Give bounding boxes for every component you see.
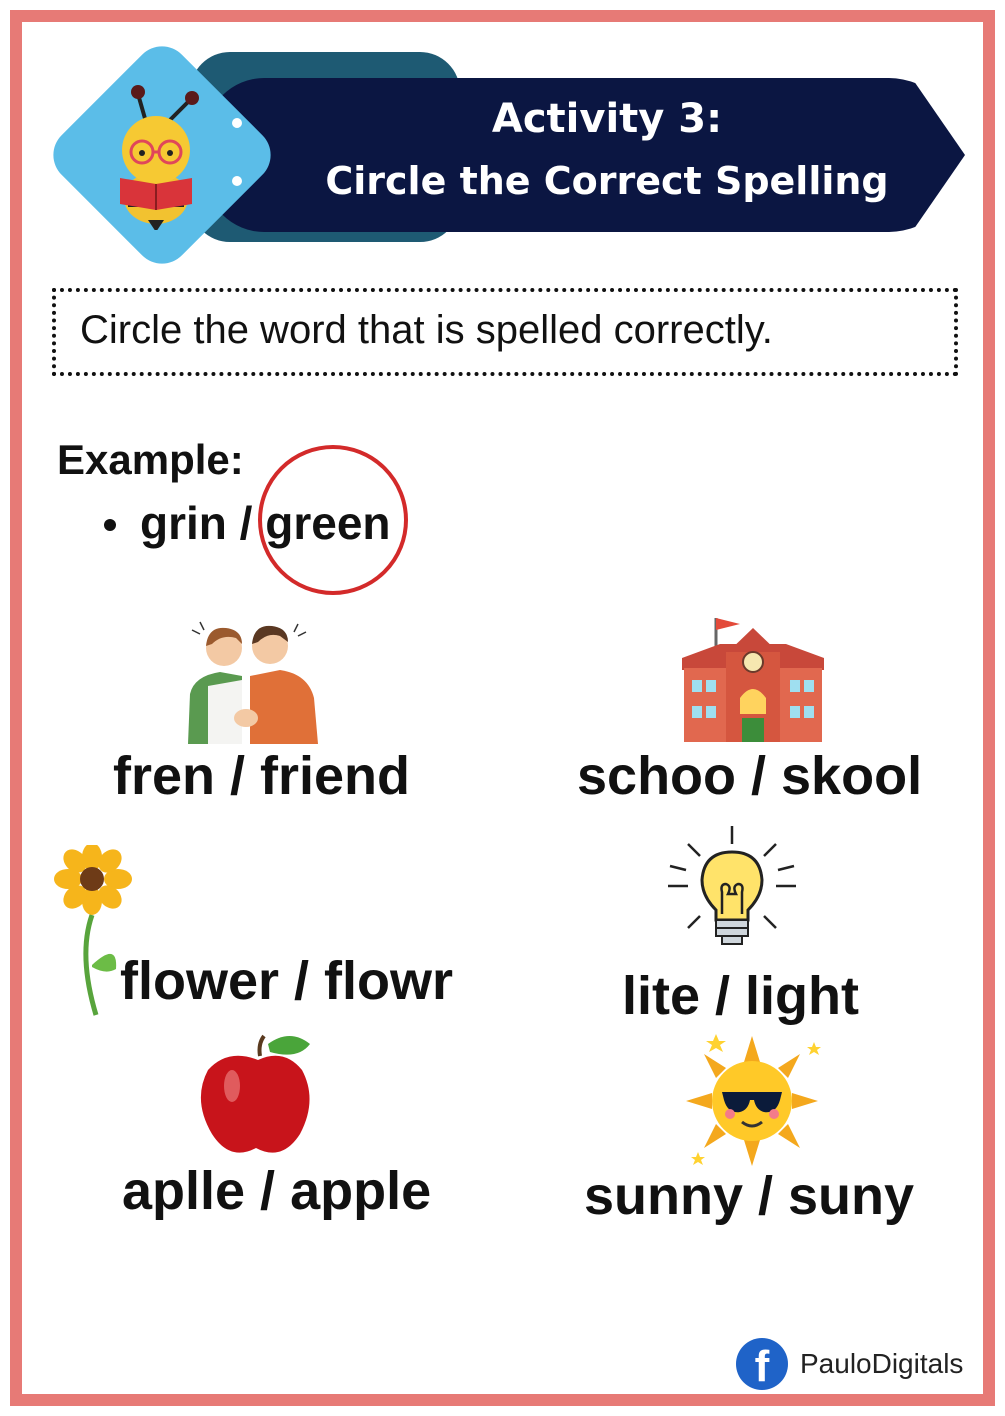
title-line-1: Activity 3:: [491, 96, 723, 142]
word-pair-5: aplle / apple: [122, 1161, 432, 1221]
word-pair-6: sunny / suny: [584, 1166, 915, 1226]
sun-icon: [680, 1034, 825, 1168]
brand-name: PauloDigitals: [800, 1348, 964, 1379]
decor-dot: [232, 176, 242, 186]
apple-icon: [198, 1030, 318, 1158]
example-circle: [258, 445, 408, 595]
friends-icon: [180, 614, 325, 744]
facebook-icon: f: [736, 1338, 788, 1390]
word-pair-3: flower / flowr: [120, 951, 454, 1011]
bee-reading-icon: [98, 80, 218, 230]
lightbulb-icon: [664, 822, 800, 952]
bullet-dot: [104, 519, 116, 531]
school-icon: [680, 614, 826, 744]
example-wrong-word: grin /: [140, 497, 266, 549]
brand-footer: [736, 1338, 963, 1390]
title-line-2: Circle the Correct Spelling: [325, 159, 889, 203]
word-pair-2: schoo / skool: [577, 746, 923, 806]
instruction-text: Circle the word that is spelled correctly.: [80, 308, 773, 352]
example-correct-word: green: [265, 497, 391, 549]
word-pair-4: lite / light: [622, 966, 859, 1026]
page-title: [262, 88, 952, 212]
decor-dot: [232, 118, 242, 128]
word-pair-1: fren / friend: [113, 746, 411, 806]
example-label: Example:: [57, 436, 244, 483]
